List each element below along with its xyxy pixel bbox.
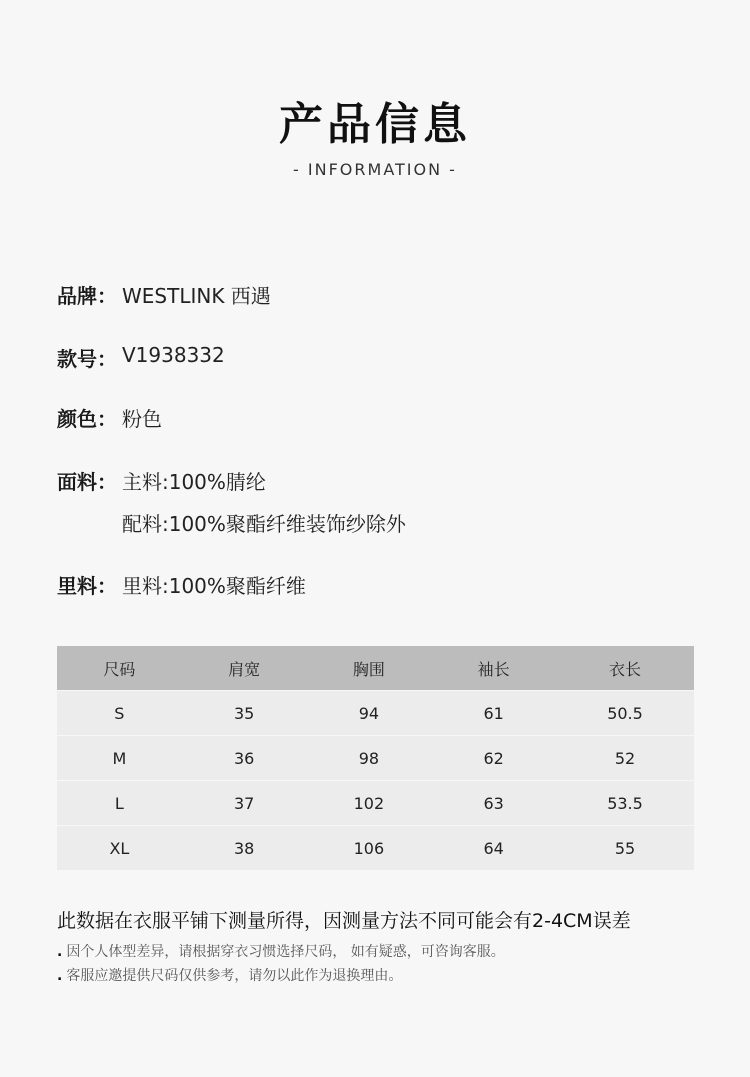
page-title: 产品信息 <box>279 99 471 150</box>
bullet-icon: . <box>57 944 63 960</box>
table-cell: 63 <box>431 781 556 826</box>
table-cell: 102 <box>307 781 432 826</box>
header-cell: 胸围 <box>307 646 432 691</box>
size-table-header <box>57 646 694 691</box>
info-color <box>57 403 162 432</box>
note-item <box>57 941 505 961</box>
info-fabric <box>57 466 266 495</box>
info-label: 品牌： <box>57 284 117 308</box>
header-cell: 袖长 <box>431 646 556 691</box>
table-cell: 61 <box>431 691 556 736</box>
info-value: 粉色 <box>122 407 162 431</box>
info-brand <box>57 280 271 309</box>
table-row <box>57 691 694 736</box>
table-row <box>57 781 694 826</box>
header-cell: 衣长 <box>556 646 694 691</box>
note-text: 因个人体型差异，请根据穿衣习惯选择尺码， 如有疑惑，可咨询客服。 <box>66 944 505 960</box>
info-value: WESTLINK 西遇 <box>122 284 271 308</box>
page-subtitle: - INFORMATION - <box>293 160 457 179</box>
info-lining <box>57 570 306 599</box>
table-cell: 64 <box>431 826 556 871</box>
bullet-icon: . <box>57 968 63 984</box>
table-cell: L <box>57 781 182 826</box>
table-cell: 50.5 <box>556 691 694 736</box>
info-fabric-secondary: 配料:100%聚酯纤维装饰纱除外 <box>122 512 406 536</box>
table-row <box>57 736 694 781</box>
table-cell: 35 <box>182 691 307 736</box>
table-cell: 38 <box>182 826 307 871</box>
table-cell: 53.5 <box>556 781 694 826</box>
info-value: V1938332 <box>122 343 225 367</box>
measurement-note: 此数据在衣服平铺下测量所得，因测量方法不同可能会有2-4CM误差 <box>57 910 631 932</box>
info-value: 里料:100%聚酯纤维 <box>122 574 306 598</box>
table-cell: 37 <box>182 781 307 826</box>
header-cell: 尺码 <box>57 646 182 691</box>
table-row <box>57 826 694 871</box>
table-cell: 36 <box>182 736 307 781</box>
table-cell: XL <box>57 826 182 871</box>
info-label: 颜色： <box>57 407 117 431</box>
table-cell: S <box>57 691 182 736</box>
table-cell: 55 <box>556 826 694 871</box>
note-item <box>57 965 402 985</box>
table-cell: 52 <box>556 736 694 781</box>
note-text: 客服应邀提供尺码仅供参考，请勿以此作为退换理由。 <box>66 968 403 984</box>
table-cell: 106 <box>307 826 432 871</box>
info-value: 主料:100%腈纶 <box>122 470 266 494</box>
size-table <box>57 646 694 870</box>
table-cell: 62 <box>431 736 556 781</box>
info-style-no <box>57 343 225 372</box>
table-cell: 94 <box>307 691 432 736</box>
table-cell: M <box>57 736 182 781</box>
table-cell: 98 <box>307 736 432 781</box>
header-cell: 肩宽 <box>182 646 307 691</box>
info-label: 款号： <box>57 347 117 371</box>
info-label: 里料： <box>57 574 117 598</box>
info-label: 面料： <box>57 470 117 494</box>
